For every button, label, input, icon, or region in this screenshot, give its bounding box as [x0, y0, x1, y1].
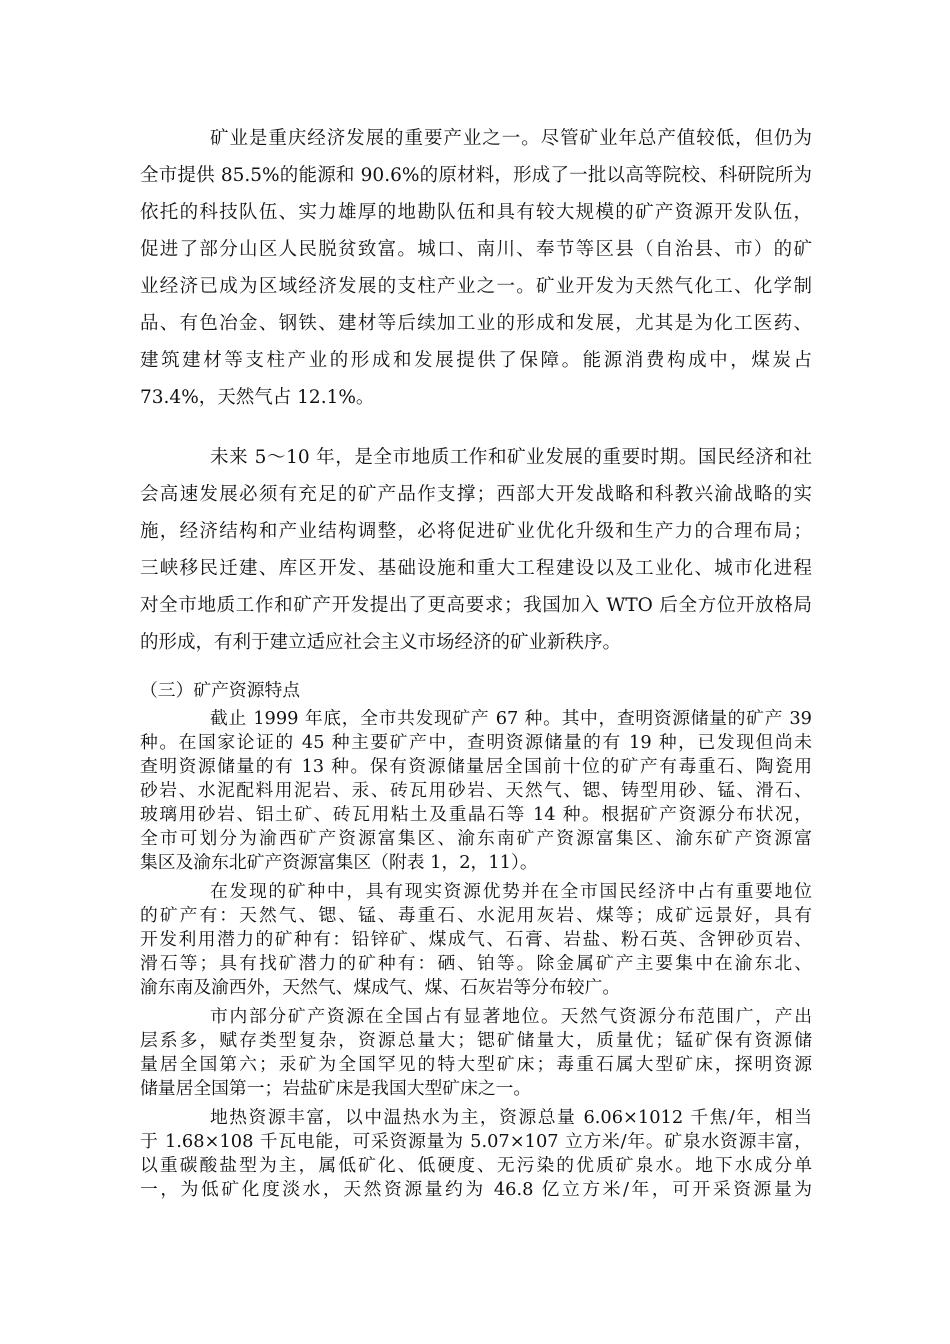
text-line: 建筑建材等支柱产业的形成和发展提供了保障。能源消费构成中，煤炭占	[140, 350, 812, 371]
text-line: 以重碳酸盐型为主，属低矿化、低硬度、无污染的优质矿泉水。地下水成分单	[140, 1155, 812, 1176]
text-line: 在发现的矿种中，具有现实资源优势并在全市国民经济中占有重要地位	[210, 881, 812, 902]
text-line: 业经济已成为区域经济发展的支柱产业之一。矿业开发为天然气化工、化学制	[140, 276, 812, 297]
text-line: 渝东南及渝西外，天然气、煤成气、煤、石灰岩等分布较广。	[140, 977, 621, 998]
text-line: 促进了部分山区人民脱贫致富。城口、南川、奉节等区县（自治县、市）的矿	[140, 239, 812, 260]
text-line: 品、有色冶金、钢铁、建材等后续加工业的形成和发展，尤其是为化工医药、	[140, 313, 812, 334]
text-line: 玻璃用砂岩、铝土矿、砖瓦用粘土及重晶石等 14 种。根据矿产资源分布状况，	[140, 804, 812, 825]
text-line: 地热资源丰富，以中温热水为主，资源总量 6.06×1012 千焦/年，相当	[210, 1107, 812, 1128]
text-line: 截止 1999 年底，全市共发现矿产 67 种。其中，查明资源储量的矿产 39	[210, 708, 812, 729]
text-line: 依托的科技队伍、实力雄厚的地勘队伍和具有较大规模的矿产资源开发队伍，	[140, 202, 812, 223]
text-line: 三峡移民迁建、库区开发、基础设施和重大工程建设以及工业化、城市化进程	[140, 558, 812, 579]
text-line: 未来 5～10 年，是全市地质工作和矿业发展的重要时期。国民经济和社	[210, 447, 812, 468]
text-line: 全市提供 85.5%的能源和 90.6%的原材料，形成了一批以高等院校、科研院所为	[140, 165, 812, 186]
text-line: 全市可划分为渝西矿产资源富集区、渝东南矿产资源富集区、渝东矿产资源富	[140, 828, 812, 849]
text-line: 查明资源储量的有 13 种。保有资源储量居全国前十位的矿产有毒重石、陶瓷用	[140, 756, 812, 777]
text-line: 一，为低矿化度淡水，天然资源量约为 46.8 亿立方米/年，可开采资源量为	[140, 1179, 812, 1200]
text-line: 市内部分矿产资源在全国占有显著地位。天然气资源分布范围广，产出	[210, 1006, 812, 1027]
text-line: 对全市地质工作和矿产开发提出了更高要求；我国加入 WTO 后全方位开放格局	[140, 595, 812, 616]
text-line: 会高速发展必须有充足的矿产品作支撑；西部大开发战略和科教兴渝战略的实	[140, 484, 812, 505]
text-line: 矿业是重庆经济发展的重要产业之一。尽管矿业年总产值较低，但仍为	[210, 128, 812, 149]
text-line: 量居全国第六；汞矿为全国罕见的特大型矿床；毒重石属大型矿床，探明资源	[140, 1054, 812, 1075]
text-line: 施，经济结构和产业结构调整，必将促进矿业优化升级和生产力的合理布局；	[140, 521, 812, 542]
text-line: 层系多，赋存类型复杂，资源总量大；锶矿储量大，质量优；锰矿保有资源储	[140, 1030, 812, 1051]
text-line: 的矿产有：天然气、锶、锰、毒重石、水泥用灰岩、煤等；成矿远景好，具有	[140, 905, 812, 926]
text-line: 砂岩、水泥配料用泥岩、汞、砖瓦用砂岩、天然气、锶、铸型用砂、锰、滑石、	[140, 780, 812, 801]
text-line: 的形成，有利于建立适应社会主义市场经济的矿业新秩序。	[140, 632, 622, 653]
text-line: 于 1.68×108 千瓦电能，可采资源量为 5.07×107 立方米/年。矿泉水资源丰富，	[140, 1131, 812, 1152]
text-line: 储量居全国第一；岩盐矿床是我国大型矿床之一。	[140, 1078, 532, 1099]
text-line: 开发利用潜力的矿种有：铅锌矿、煤成气、石膏、岩盐、粉石英、含钾砂页岩、	[140, 929, 812, 950]
text-line: 种。在国家论证的 45 种主要矿产中，查明资源储量的有 19 种，已发现但尚未	[140, 732, 812, 753]
text-line: 73.4%，天然气占 12.1%。	[140, 387, 375, 408]
text-line: 集区及渝东北矿产资源富集区（附表 1，2，11）。	[140, 852, 538, 873]
text-line: 滑石等；具有找矿潜力的矿种有：硒、铂等。除金属矿产主要集中在渝东北、	[140, 953, 812, 974]
section-heading: （三）矿产资源特点	[140, 680, 301, 701]
